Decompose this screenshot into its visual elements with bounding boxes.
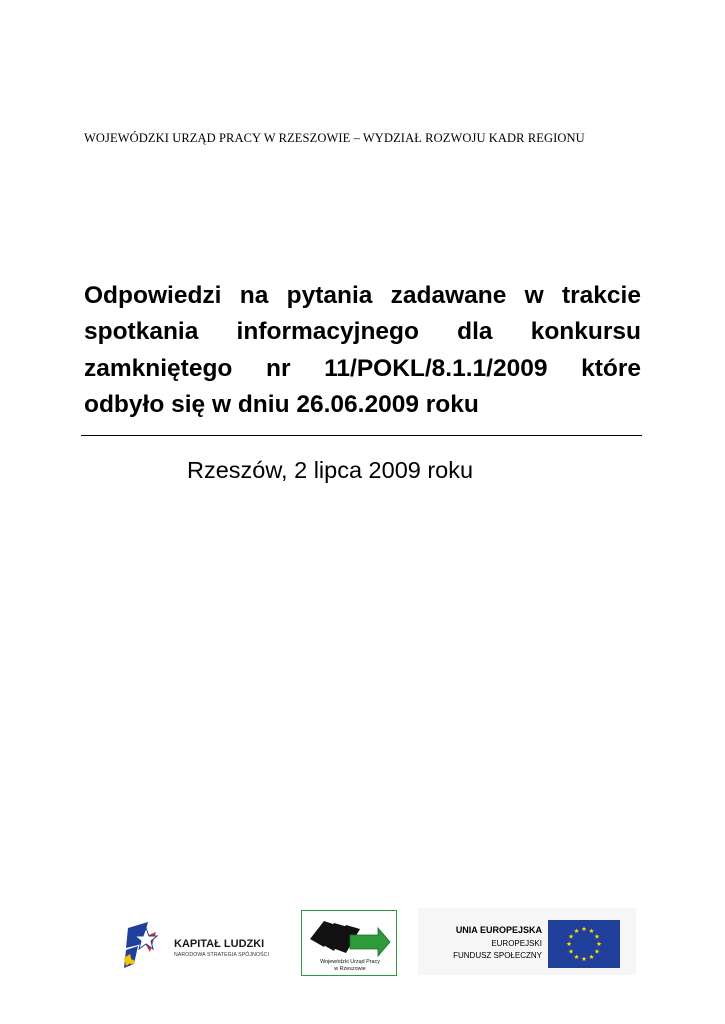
wup-cards-arrow-icon [302,911,395,959]
kapital-ludzki-subtitle: NARODOWA STRATEGIA SPÓJNOŚCI [174,952,270,958]
kapital-ludzki-emblem-icon [120,918,170,974]
wup-rzeszow-logo [301,910,397,976]
wup-caption-line-1: Wojewódzki Urząd Pracy [320,959,380,965]
institution-header: WOJEWÓDZKI URZĄD PRACY W RZESZOWIE – WYDZIAŁ ROZWOJU KADR REGIONU [84,131,585,145]
eu-name: UNIA EUROPEJSKA [455,925,542,935]
title-line-4: odbyło się w dniu 26.06.2009 roku [84,390,479,418]
place-and-date: Rzeszów, 2 lipca 2009 roku [187,457,474,483]
wup-caption [302,959,398,973]
eu-efs-logo [418,908,636,975]
title-line-1: Odpowiedzi na pytania zadawane w trakcie [84,282,641,309]
kapital-ludzki-logo [120,918,280,974]
title-divider [81,435,642,436]
eu-fund-line-2: FUNDUSZ SPOŁECZNY [453,951,542,960]
title-line-3: zamkniętego nr 11/POKL/8.1.1/2009 które [84,354,641,382]
eu-flag-icon [548,920,620,968]
wup-caption-line-2: w Rzeszowie [334,966,366,972]
document-title [84,278,641,423]
eu-fund-line-1: EUROPEJSKI [491,939,542,948]
kapital-ludzki-name: KAPITAŁ LUDZKI [174,938,265,950]
title-line-2: spotkania informacyjnego dla konkursu [84,318,641,346]
